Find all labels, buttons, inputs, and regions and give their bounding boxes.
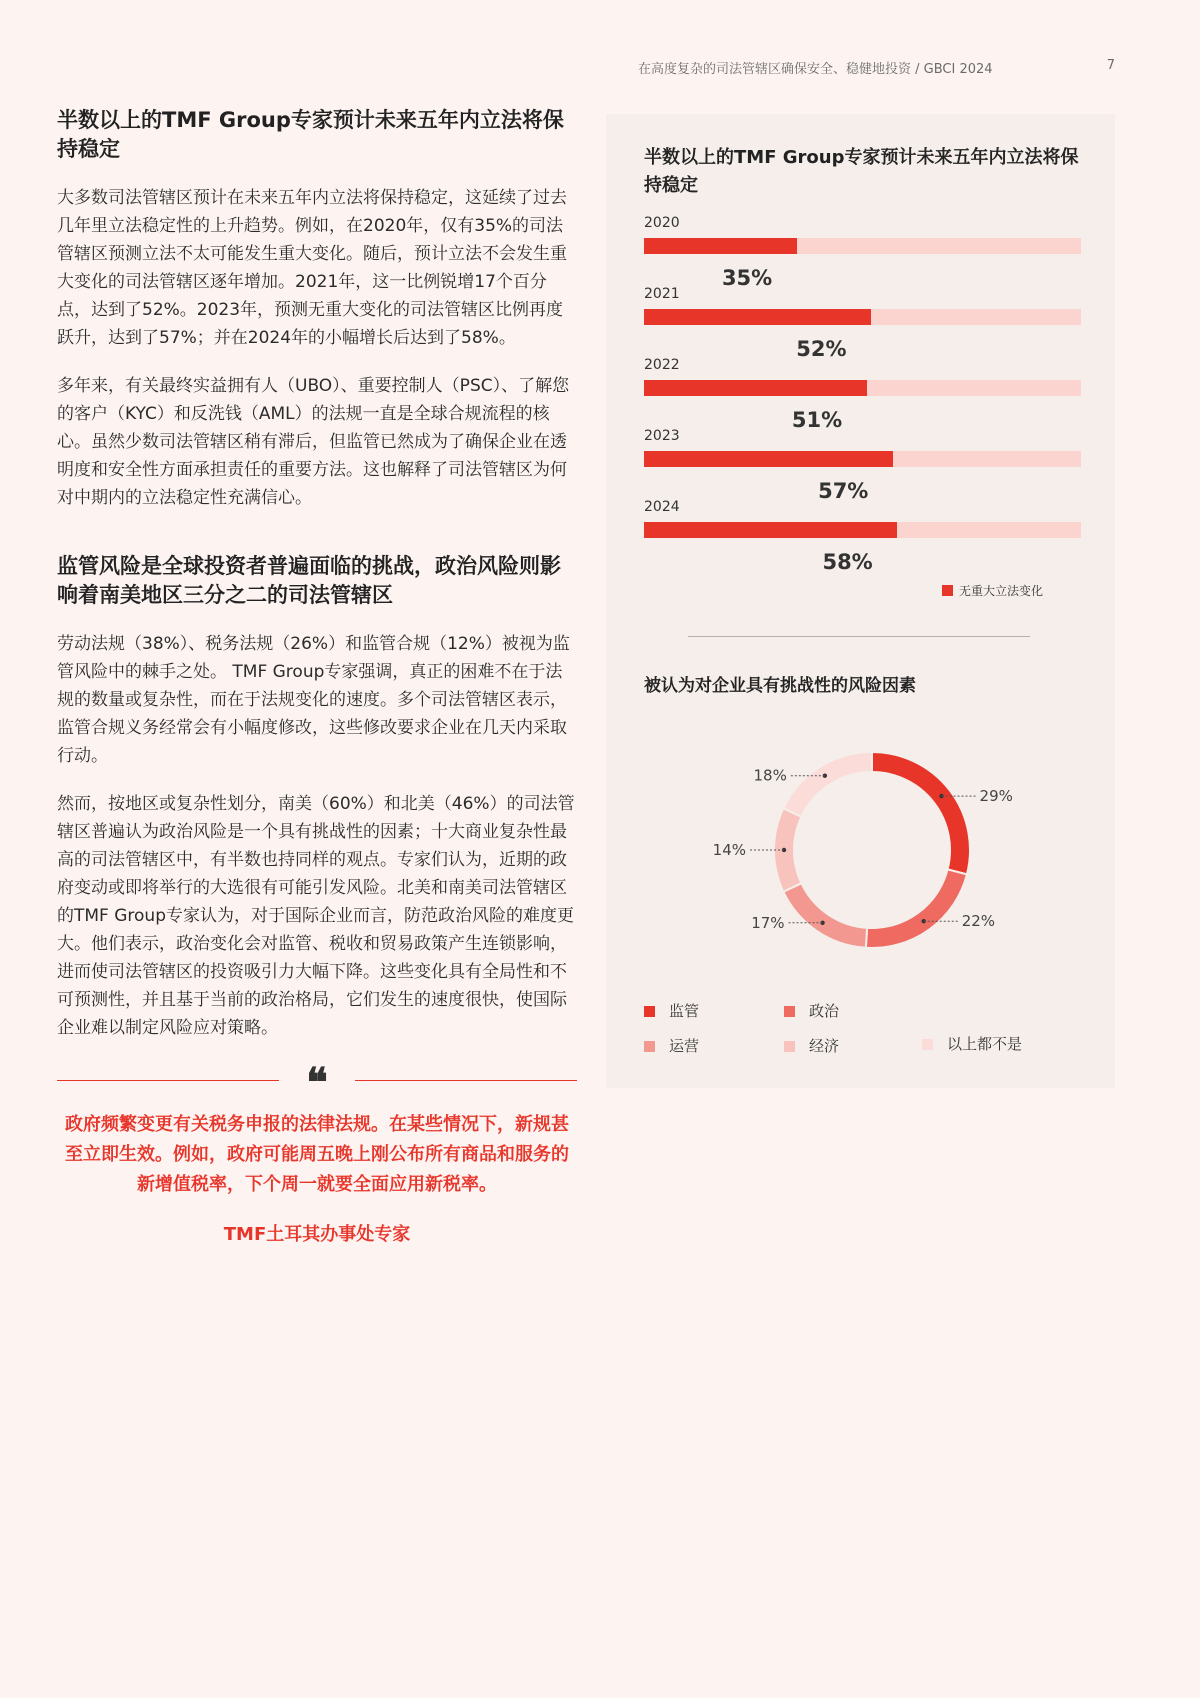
donut-slice-0 [872, 752, 970, 874]
paragraph-2: 多年来，有关最终实益拥有人（UBO）、重要控制人（PSC）、了解您的客户（KYC）和反洗钱（AML）的法规一直是全球合规流程的核心。虽然少数司法管辖区稍有滞后，但监管已然成为了确保企业在透明度和安全性方面承担责任的重要方法。这也解释了司法管辖区为何对中期内的立法稳定性充满信心。 [57, 376, 570, 508]
donut-chart-title: 被认为对企业具有挑战性的风险因素 [644, 676, 916, 696]
legend-swatch [922, 1039, 933, 1050]
donut-value-label: 29% [979, 787, 1013, 806]
donut-slice-1 [866, 869, 967, 948]
donut-value-label: 22% [961, 912, 996, 931]
paragraph-4: 然而，按地区或复杂性划分，南美（60%）和北美（46%）的司法管辖区普遍认为政治风险是一个具有挑战性的因素；十大商业复杂性最高的司法管辖区中，有半数也持同样的观点。专家们认为，近期的政府变动或即将举行的大选很有可能引发风险。北美和南美司法管辖区的TMF Group专家认为，对于国际企业而言，防范政治风险的难度更大。他们表示，政治变化会对监管、税收和贸易政策产生连锁影响，进而使司法管辖区的投资吸引力大幅下降。这些变化具有全局性和不可预测性，并且基于当前的政治格局，它们发生的速度很快，使国际企业难以制定风险应对策略。 [57, 794, 575, 1038]
bar-value-label: 52% [796, 337, 847, 361]
quote-rule-left [57, 1080, 279, 1081]
bar-legend-label: 无重大立法变化 [959, 584, 1044, 598]
legend-item [644, 1000, 699, 1021]
bar-category-label: 2023 [644, 428, 680, 444]
article-column [57, 106, 577, 1246]
legend-label: 运营 [669, 1037, 700, 1055]
legend-label: 政治 [809, 1002, 840, 1020]
donut-slice-2 [783, 883, 867, 948]
heading-legislation-stability: 半数以上的TMF Group专家预计未来五年内立法将保持稳定 [57, 108, 564, 161]
legend-label: 经济 [809, 1037, 840, 1055]
heading-regulatory-risk: 监管风险是全球投资者普遍面临的挑战，政治风险则影响着南美地区三分之二的司法管辖区 [57, 554, 561, 607]
quote-icon: ❝ [306, 1059, 328, 1106]
bar-category-label: 2021 [644, 286, 680, 302]
donut-slice-4 [783, 752, 872, 817]
donut-value-label: 14% [712, 841, 746, 859]
legend-swatch [644, 1006, 655, 1017]
quote-text: 政府频繁变更有关税务申报的法律法规。在某些情况下，新规甚至立即生效。例如，政府可能周五晚上刚公布所有商品和服务的新增值税率，下个周一就要全面应用新税率。 [65, 1114, 569, 1195]
donut-value-label: 18% [753, 766, 787, 785]
legend-label: 监管 [669, 1002, 700, 1020]
donut-value-label: 17% [751, 913, 785, 932]
page-number: 7 [1106, 58, 1115, 73]
legend-item [922, 1033, 1022, 1054]
bar-value-label: 57% [818, 479, 869, 503]
legend-swatch [784, 1006, 795, 1017]
bar-value-label: 51% [791, 408, 843, 432]
bar-category-label: 2022 [644, 357, 680, 373]
paragraph-3: 劳动法规（38%）、税务法规（26%）和监管合规（12%）被视为监管风险中的棘手之处。 TMF Group专家强调，真正的困难不在于法规的数量或复杂性，而在于法规变化的速度。多个司法管辖区表示，监管合规义务经常会有小幅度修改，这些修改要求企业在几天内采取行动。 [57, 634, 570, 766]
legend-label: 以上都不是 [947, 1035, 1023, 1053]
quote-rule-right [355, 1080, 577, 1081]
legend-item [644, 1035, 699, 1056]
chart-panel [606, 114, 1115, 1088]
header-title: 在高度复杂的司法管辖区确保安全、稳健地投资 / GBCI 2024 [638, 62, 993, 77]
legend-item [784, 1000, 839, 1021]
bar-value-label: 35% [721, 266, 773, 290]
bar-category-label: 2020 [644, 215, 680, 231]
bar-chart-title: 半数以上的TMF Group专家预计未来五年内立法将保持稳定 [644, 147, 1079, 196]
legend-item [784, 1035, 839, 1056]
bar-value-label: 58% [822, 550, 873, 574]
legend-swatch [644, 1041, 655, 1052]
quote-source: TMF土耳其办事处专家 [223, 1224, 411, 1245]
paragraph-1: 大多数司法管辖区预计在未来五年内立法将保持稳定，这延续了过去几年里立法稳定性的上升趋势。例如，在2020年，仅有35%的司法管辖区预测立法不太可能发生重大变化。随后，预计立法不会发生重大变化的司法管辖区逐年增加。2021年，这一比例锐增17个百分点，达到了52%。2023年，预测无重大变化的司法管辖区比例再度跃升，达到了57%；并在2024年的小幅增长后达到了58%。 [57, 188, 567, 348]
pull-quote [57, 1059, 577, 1246]
bar-category-label: 2024 [644, 499, 680, 515]
donut-chart [606, 114, 1115, 994]
legend-swatch [784, 1041, 795, 1052]
